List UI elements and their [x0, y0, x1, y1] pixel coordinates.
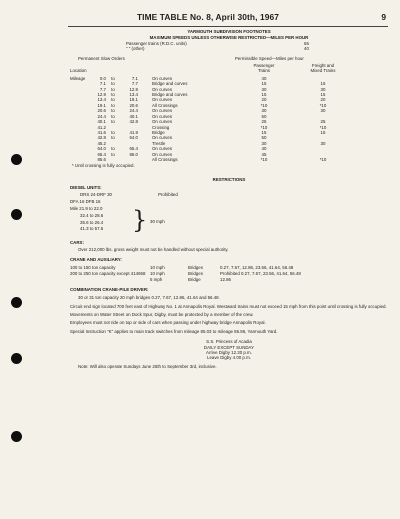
passenger-speed: *10 — [260, 124, 268, 130]
mileage-from: 24.4 — [97, 113, 106, 119]
slow-order-description: Bridge and curves — [152, 81, 188, 87]
freight-speed: 15 — [320, 81, 326, 87]
mileage-from: 0.0 — [99, 75, 106, 81]
passenger-speed-value: 65 — [304, 40, 309, 46]
mileage-range — [70, 157, 152, 162]
cars-text: Over 212,000 lbs. gross weight must not be handled without special authority. — [78, 246, 229, 252]
slow-order-description: Bridge and curves — [152, 92, 188, 98]
passenger-speed: 40 — [261, 146, 267, 152]
freight-speed: 20 — [320, 97, 326, 103]
slow-orders-heading-row — [70, 56, 388, 61]
mileage-to-separator: to — [111, 119, 115, 125]
crane-speed: 10 mph — [150, 271, 165, 276]
slow-order-description: Bridge — [152, 129, 165, 135]
max-speeds-heading: MAXIMUM SPEEDS UNLESS OTHERWISE RESTRICTED—MILES PER HOUR — [149, 35, 309, 41]
mileage-prefix: Mileage — [70, 75, 86, 81]
combination-label: COMBINATION CRANE-PILE DRIVER: — [70, 286, 149, 292]
restrictions-heading: RESTRICTIONS — [212, 176, 246, 182]
mileage-to-separator: to — [111, 92, 115, 98]
mileage-row: Mile 21.9 to 22.0 — [70, 206, 103, 212]
column-header-row-2 — [70, 68, 388, 73]
mileage-to: 19.1 — [129, 97, 138, 103]
combination-text: 30 or 31 ton capacity 20 mph bridges 0.27, 7.67, 12.86, 41.64 and 56.48. — [78, 295, 220, 301]
other-speed-value: 40 — [304, 46, 309, 52]
slow-order-description: On curves — [152, 108, 173, 114]
crane-speed: 10 mph — [150, 264, 165, 270]
slow-order-row — [70, 157, 388, 162]
slow-order-description: On curves — [152, 97, 173, 103]
movements-text: Movements on Water Street on Dock Spur, Digby, must be protected by a member of the crew. — [70, 312, 254, 318]
footnotes-title: YARMOUTH SUBDIVISION FOOTNOTES — [187, 29, 271, 34]
page-number: 9 — [381, 12, 386, 22]
binder-hole — [11, 431, 22, 442]
mileage-to: 20.6 — [129, 102, 138, 108]
slow-order-description: On curves — [152, 135, 173, 141]
mileage-to: 64.0 — [129, 135, 138, 141]
passenger-speed: 40 — [261, 75, 267, 81]
mileage-to: 24.4 — [129, 108, 138, 114]
crane-capacity: 100 to 150 ton capacity — [70, 264, 116, 270]
passenger-speed: 50 — [261, 113, 267, 119]
slow-order-description: All Crossings — [152, 102, 178, 108]
mileage-from: 7.7 — [99, 86, 106, 92]
drs-value: Prohibited — [158, 191, 178, 197]
mileage-restriction-block — [70, 206, 388, 235]
cars-label: CARS: — [70, 240, 84, 246]
dfa-label: DFA 16 DFB 16 — [70, 198, 101, 204]
passenger-speed: *10 — [260, 156, 268, 162]
mileage-to-separator: to — [111, 102, 115, 108]
crane-capacity: 200 to 250 ton capacity except 414658 — [70, 271, 146, 276]
drs-row — [80, 192, 388, 197]
mileage-to-separator: to — [111, 108, 115, 114]
freight-speed: *10 — [319, 102, 327, 108]
mileage-from: 65.4 — [97, 151, 106, 157]
mileage-speed-value: 30 mph — [150, 219, 165, 225]
slow-order-description: On curves — [152, 119, 173, 125]
mileage-from: 45.2 — [97, 140, 106, 146]
crane-table — [70, 265, 388, 283]
slow-order-description: On curves — [152, 146, 173, 152]
mileage-to: 7.1 — [131, 75, 138, 81]
location-label: Location — [70, 68, 87, 74]
princess-arrive: Arrive Digby 12.30 p.m. — [206, 350, 252, 356]
crane-structure: Bridge — [188, 277, 201, 283]
mileage-from: 40.1 — [97, 119, 106, 125]
crane-speed: 5 mph — [150, 277, 163, 283]
mileage-row: 41.3 to 57.5 — [80, 226, 104, 232]
mileage-to-separator: to — [111, 86, 115, 92]
mileage-to: 7.7 — [131, 81, 138, 87]
freight-speed: 30 — [320, 108, 326, 114]
slow-order-description: All Crossings — [152, 156, 178, 162]
employees-text: Employees must not ride on top or side of cars when passing under highway bridge Annapolis Royal. — [70, 320, 266, 326]
freight-speed: 15 — [320, 92, 326, 98]
header-rule — [68, 26, 388, 27]
mileage-to-separator: to — [111, 129, 115, 135]
diesel-units-label: DIESEL UNITS: — [70, 185, 102, 191]
crane-mileages: 12.86 — [220, 277, 231, 283]
freight-speed: 15 — [320, 129, 326, 135]
crane-structure: Bridges — [188, 271, 203, 276]
crane-mileages: 0.27, 7.67, 12.86, 23.56, 41.64, 56.48 — [220, 264, 294, 270]
mileage-from: 64.0 — [97, 146, 106, 152]
passenger-speed: 45 — [261, 151, 267, 157]
mileage-to-separator: to — [111, 113, 115, 119]
col-passenger-2: Trains — [257, 68, 271, 74]
mileage-to: 12.9 — [129, 86, 138, 92]
mileage-to-separator: to — [111, 81, 115, 87]
mileage-from: 19.1 — [97, 102, 106, 108]
passenger-speed: 25 — [261, 119, 267, 125]
princess-schedule: DAILY EXCEPT SUNDAY — [203, 344, 255, 350]
passenger-speed: 30 — [261, 140, 267, 146]
mileage-from: 12.9 — [97, 92, 106, 98]
mileage-to: 13.4 — [129, 92, 138, 98]
crane-label: CRANE AND AUXILIARY: — [70, 257, 122, 263]
princess-leave: Leave Digby 4.00 p.m. — [207, 355, 251, 361]
crane-row — [70, 277, 388, 282]
binder-hole — [11, 209, 22, 220]
slow-order-description: Crossing — [152, 124, 170, 130]
freight-speed: 30 — [320, 140, 326, 146]
passenger-speed: 15 — [261, 92, 267, 98]
binder-hole — [11, 297, 22, 308]
mileage-from: 13.4 — [97, 97, 106, 103]
slow-order-description: On curves — [152, 75, 173, 81]
freight-speed: *10 — [319, 156, 327, 162]
mileage-row: 32.4 to 28.6 — [80, 213, 104, 219]
other-speed-row — [126, 46, 388, 51]
slow-order-description: On curves — [152, 113, 173, 119]
passenger-speed: 15 — [261, 129, 267, 135]
other-speed-label: " " (other) — [126, 46, 145, 52]
passenger-speed: 50 — [261, 135, 267, 141]
circuit-text: Circuit end sign located 700 feet east of Highway No. 1 at Annapolis Royal. Westward trains must not exceed 15 mph from this point until crossing is fully occupied. — [70, 303, 387, 309]
drs-label: DRS 24-DRF 30 — [80, 191, 112, 197]
crane-structure: Bridges — [188, 264, 203, 270]
passenger-speed: 15 — [261, 81, 267, 87]
crane-mileages: Prohibited 0.27, 7.67, 23.56, 41.64, 56.48 — [220, 271, 301, 276]
binder-hole — [11, 353, 22, 364]
mileage-to-separator: to — [111, 151, 115, 157]
freight-speed: *10 — [319, 124, 327, 130]
crane-row — [70, 265, 388, 270]
passenger-speed: *10 — [260, 102, 268, 108]
binder-hole — [11, 154, 22, 165]
mileage-to-separator: to — [111, 135, 115, 141]
slow-order-description: On curves — [152, 86, 173, 92]
slow-order-description: On curves — [152, 151, 173, 157]
passenger-speed: 30 — [261, 86, 267, 92]
passenger-speed-label: Passenger trains (R.D.C. units) — [126, 40, 187, 46]
mileage-from: 41.6 — [97, 129, 106, 135]
mileage-to-separator: to — [111, 146, 115, 152]
page-header — [70, 12, 386, 26]
princess-name: S.S. Princess of Acadia — [206, 339, 252, 345]
mileage-to: 42.8 — [129, 119, 138, 125]
mileage-to: 86.0 — [129, 151, 138, 157]
mileage-to-separator: to — [111, 75, 115, 81]
col-passenger-1: Passenger — [253, 63, 275, 69]
mileage-row: 35.6 to 26.4 — [80, 219, 104, 225]
col-freight-2: Mixed Trains — [310, 68, 336, 74]
mileage-to-separator: to — [111, 97, 115, 103]
crane-row — [70, 271, 388, 276]
crane-capacity — [70, 277, 150, 282]
mileage-from: 20.6 — [97, 108, 106, 114]
permissible-speed-label: Permissible Speed—Miles per hour — [235, 55, 304, 61]
freight-speed: 25 — [320, 119, 326, 125]
mileage-to: 41.9 — [129, 129, 138, 135]
page-title: TIME TABLE No. 8, April 30th, 1967 — [136, 12, 280, 22]
mileage-to: 65.4 — [129, 146, 138, 152]
page-content — [70, 29, 388, 369]
mileage-from: 41.2 — [97, 124, 106, 130]
passenger-speed: 30 — [261, 108, 267, 114]
mileage-to: 40.1 — [129, 113, 138, 119]
col-freight-1: Freight and — [311, 63, 335, 69]
permanent-slow-orders-label: Permanent Slow Orders — [78, 55, 125, 61]
slow-order-table — [70, 76, 388, 163]
princess-note: Note: Will also operate Sundays June 25th to September 3rd, inclusive. — [78, 363, 217, 369]
mileage-from: 85.6 — [97, 156, 106, 162]
mileage-from: 42.8 — [97, 135, 106, 141]
brace-glyph: } — [132, 206, 148, 235]
slow-order-description: Trestle — [152, 140, 166, 146]
special-text: Special Instruction "K" applies to main track switches from mileage 85.03 to mileage 86.86, Yarmouth Yard. — [70, 328, 278, 334]
passenger-speed: 20 — [261, 97, 267, 103]
slow-order-footnote: * Until crossing is fully occupied. — [72, 163, 135, 169]
freight-speed: 30 — [320, 86, 326, 92]
mileage-from: 7.1 — [99, 81, 106, 87]
